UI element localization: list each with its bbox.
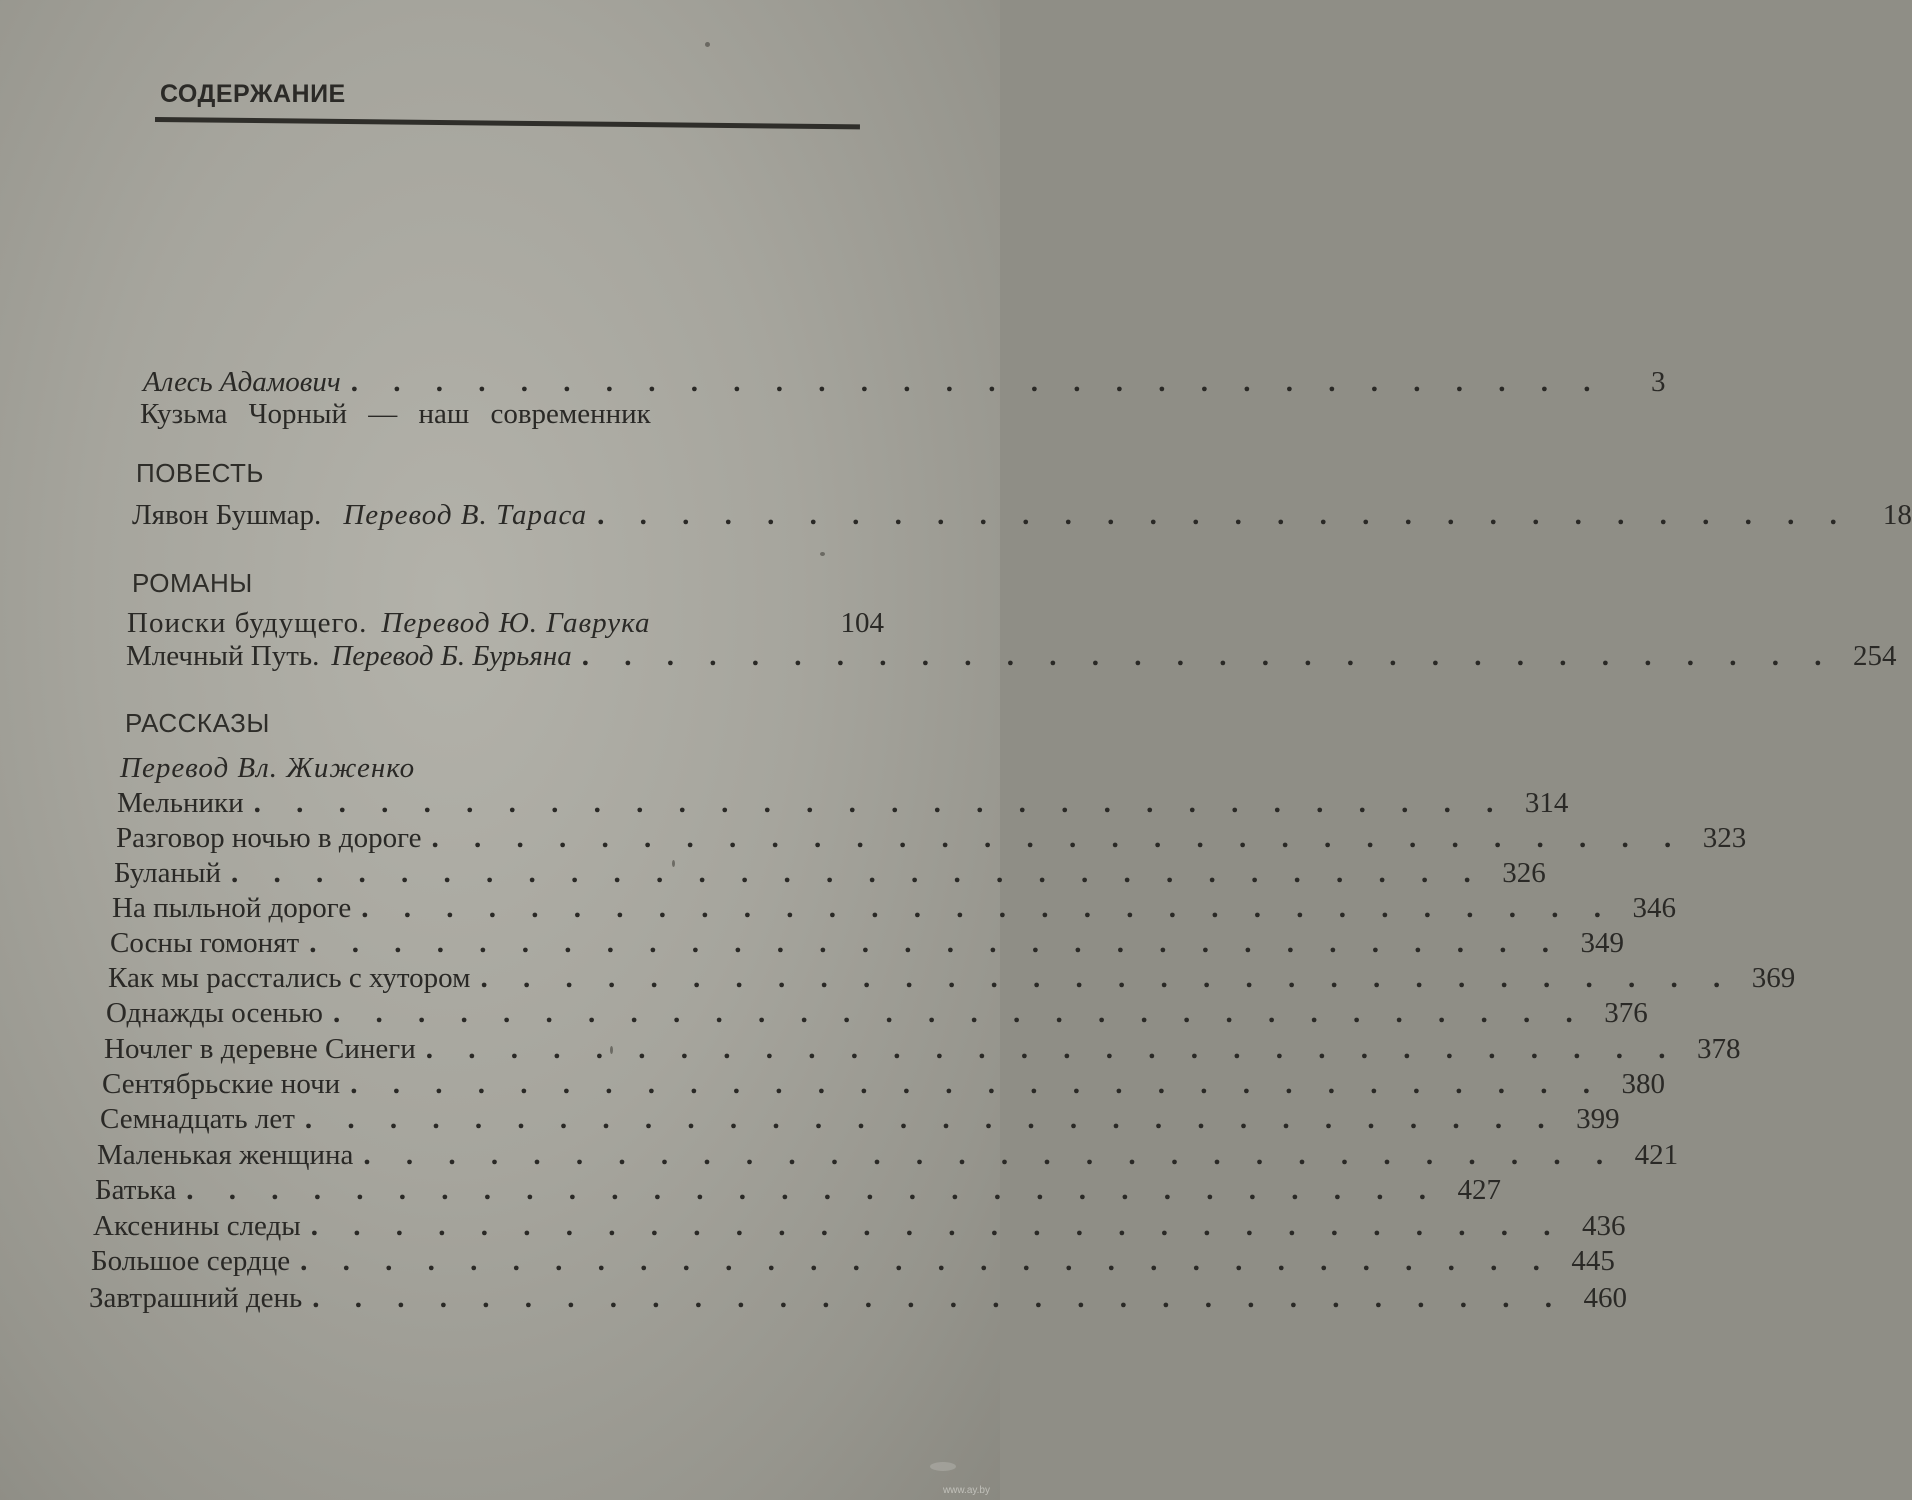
page-number: 349 bbox=[1580, 927, 1624, 959]
ink-speck bbox=[930, 1462, 956, 1471]
entry-title: Мельники bbox=[117, 787, 244, 819]
intro-entry bbox=[143, 366, 1666, 402]
toc-entry bbox=[108, 962, 1796, 998]
toc-entry bbox=[110, 927, 1624, 963]
entry-title: Семнадцать лет bbox=[100, 1103, 295, 1135]
page-number: 323 bbox=[1702, 822, 1747, 854]
entry-title: Маленькая женщина bbox=[97, 1139, 354, 1171]
dot-leader: . . . . . . . . . . . . . . . . . . . . . . . . . . . . . . bbox=[312, 1282, 1567, 1314]
page-number: 376 bbox=[1604, 997, 1648, 1029]
section-title-romany: РОМАНЫ bbox=[132, 568, 253, 598]
watermark: www.ay.by bbox=[942, 1485, 990, 1496]
page-number: 436 bbox=[1582, 1210, 1626, 1242]
entry-title: Буланый bbox=[114, 857, 222, 889]
toc-entry bbox=[91, 1245, 1615, 1281]
page-number: 18 bbox=[1882, 499, 1912, 531]
toc-entry bbox=[117, 787, 1569, 823]
entry-title: Батька bbox=[95, 1174, 177, 1206]
translator-note bbox=[120, 752, 520, 788]
page-number: 460 bbox=[1583, 1282, 1628, 1314]
page-number: 421 bbox=[1634, 1139, 1679, 1171]
toc-entry bbox=[114, 857, 1546, 893]
toc-entry bbox=[93, 1210, 1626, 1246]
toc-entry bbox=[127, 607, 884, 643]
entry-title: Млечный Путь. bbox=[126, 640, 320, 672]
page-number: 3 bbox=[1650, 366, 1666, 398]
page-number: 254 bbox=[1852, 640, 1897, 672]
dot-leader: . . . . . . . . . . . . . . . . . . . . . . . . . . . . . . bbox=[363, 1139, 1618, 1171]
ink-speck bbox=[820, 552, 825, 556]
dot-leader: . . . . . . . . . . . . . . . . . . . . . . . . . . . . . . bbox=[231, 857, 1485, 889]
dot-leader: . . . . . . . . . . . . . . . . . . . . . . . . . . . . . . bbox=[597, 499, 1851, 531]
intro-article-title bbox=[140, 398, 820, 434]
page-number: 380 bbox=[1621, 1068, 1665, 1100]
dot-leader: . . . . . . . . . . . . . . . . . . . . . . . . . . . . . . bbox=[304, 1103, 1559, 1135]
toc-entry bbox=[126, 640, 1897, 676]
entry-translator: Перевод В. Тараса bbox=[343, 499, 588, 531]
dot-leader: . . . . . . . . . . . . . . . . . . . . . . . . . . . . . . bbox=[300, 1245, 1554, 1277]
entry-title: Сентябрьские ночи bbox=[102, 1068, 341, 1100]
toc-entry bbox=[100, 1103, 1620, 1139]
entry-title: Разговор ночью в дороге bbox=[116, 822, 422, 854]
translator-note-text: Перевод Вл. Жиженко bbox=[120, 752, 416, 784]
dot-leader: . . . . . . . . . . . . . . . . . . . . . . . . . . . . . . bbox=[361, 892, 1615, 924]
heading-underline bbox=[155, 117, 860, 129]
page-number: 378 bbox=[1696, 1033, 1741, 1065]
entry-translator: Перевод Б. Бурьяна bbox=[331, 640, 572, 672]
section-title-rasskazy: РАССКАЗЫ bbox=[125, 708, 270, 738]
toc-entry bbox=[112, 892, 1676, 928]
dot-leader: . . . . . . . . . . . . . . . . . . . . . . . . . . . . . . bbox=[350, 1068, 1604, 1100]
toc-entry bbox=[97, 1139, 1679, 1175]
entry-title: Лявон Бушмар. bbox=[132, 499, 322, 531]
toc-entry bbox=[102, 1068, 1665, 1104]
toc-entry bbox=[106, 997, 1648, 1033]
dot-leader: . . . . . . . . . . . . . . . . . . . . . . . . . . . . . . bbox=[253, 787, 1508, 819]
dot-leader: . . . . . . . . . . . . . . . . . . . . . . . . . . . . . . bbox=[350, 366, 1605, 398]
toc-entry bbox=[95, 1174, 1501, 1210]
page-number: 427 bbox=[1457, 1174, 1501, 1206]
dot-leader: . . . . . . . . . . . . . . . . . . . . . . . . . . . . . . bbox=[310, 1210, 1565, 1242]
page-number: 369 bbox=[1751, 962, 1796, 994]
entry-title: Большое сердце bbox=[91, 1245, 291, 1277]
entry-title: Поиски будущего. bbox=[127, 607, 368, 639]
page-number: 445 bbox=[1571, 1245, 1615, 1277]
entry-title: Как мы расстались с хутором bbox=[108, 962, 471, 994]
contents-heading: СОДЕРЖАНИЕ bbox=[160, 80, 346, 108]
intro-author: Алесь Адамович bbox=[143, 366, 341, 398]
dot-leader: . . . . . . . . . . . . . . . . . . . . . . . . . . . . . . bbox=[186, 1174, 1440, 1206]
page-number: 314 bbox=[1524, 787, 1569, 819]
entry-title: Аксенины следы bbox=[93, 1210, 301, 1242]
article-title-text: Кузьма Чорный — наш современник bbox=[140, 398, 651, 430]
dot-leader: . . . . . . . . . . . . . . . . . . . . . . . . . . . . . . bbox=[581, 640, 1836, 672]
entry-title: На пыльной дороге bbox=[112, 892, 352, 924]
toc-entry bbox=[132, 499, 1912, 535]
entry-title: Завтрашний день bbox=[89, 1282, 303, 1314]
toc-entry bbox=[116, 822, 1747, 858]
dot-leader: . . . . . . . . . . . . . . . . . . . . . . . . . . . . . . bbox=[480, 962, 1735, 994]
page-number: 104 bbox=[840, 607, 884, 639]
toc-entry bbox=[104, 1033, 1741, 1069]
dot-leader: . . . . . . . . . . . . . . . . . . . . . . . . . . . . . . bbox=[332, 997, 1587, 1029]
page-number: 346 bbox=[1632, 892, 1676, 924]
section-title-povest: ПОВЕСТЬ bbox=[136, 458, 264, 488]
toc-entry bbox=[89, 1282, 1628, 1318]
dot-leader: . . . . . . . . . . . . . . . . . . . . . . . . . . . . . . bbox=[431, 822, 1686, 854]
page-number: 326 bbox=[1502, 857, 1546, 889]
entry-translator: Перевод Ю. Гаврука bbox=[381, 607, 651, 639]
entry-title: Ночлег в деревне Синеги bbox=[104, 1033, 416, 1065]
dot-leader: . . . . . . . . . . . . . . . . . . . . . . . . . . . . . . bbox=[309, 927, 1563, 959]
dot-leader: . . . . . . . . . . . . . . . . . . . . . . . . . . . . . . bbox=[425, 1033, 1680, 1065]
page-number: 399 bbox=[1576, 1103, 1620, 1135]
entry-title: Однажды осенью bbox=[106, 997, 323, 1029]
entry-title: Сосны гомонят bbox=[110, 927, 300, 959]
ink-speck bbox=[705, 42, 710, 47]
